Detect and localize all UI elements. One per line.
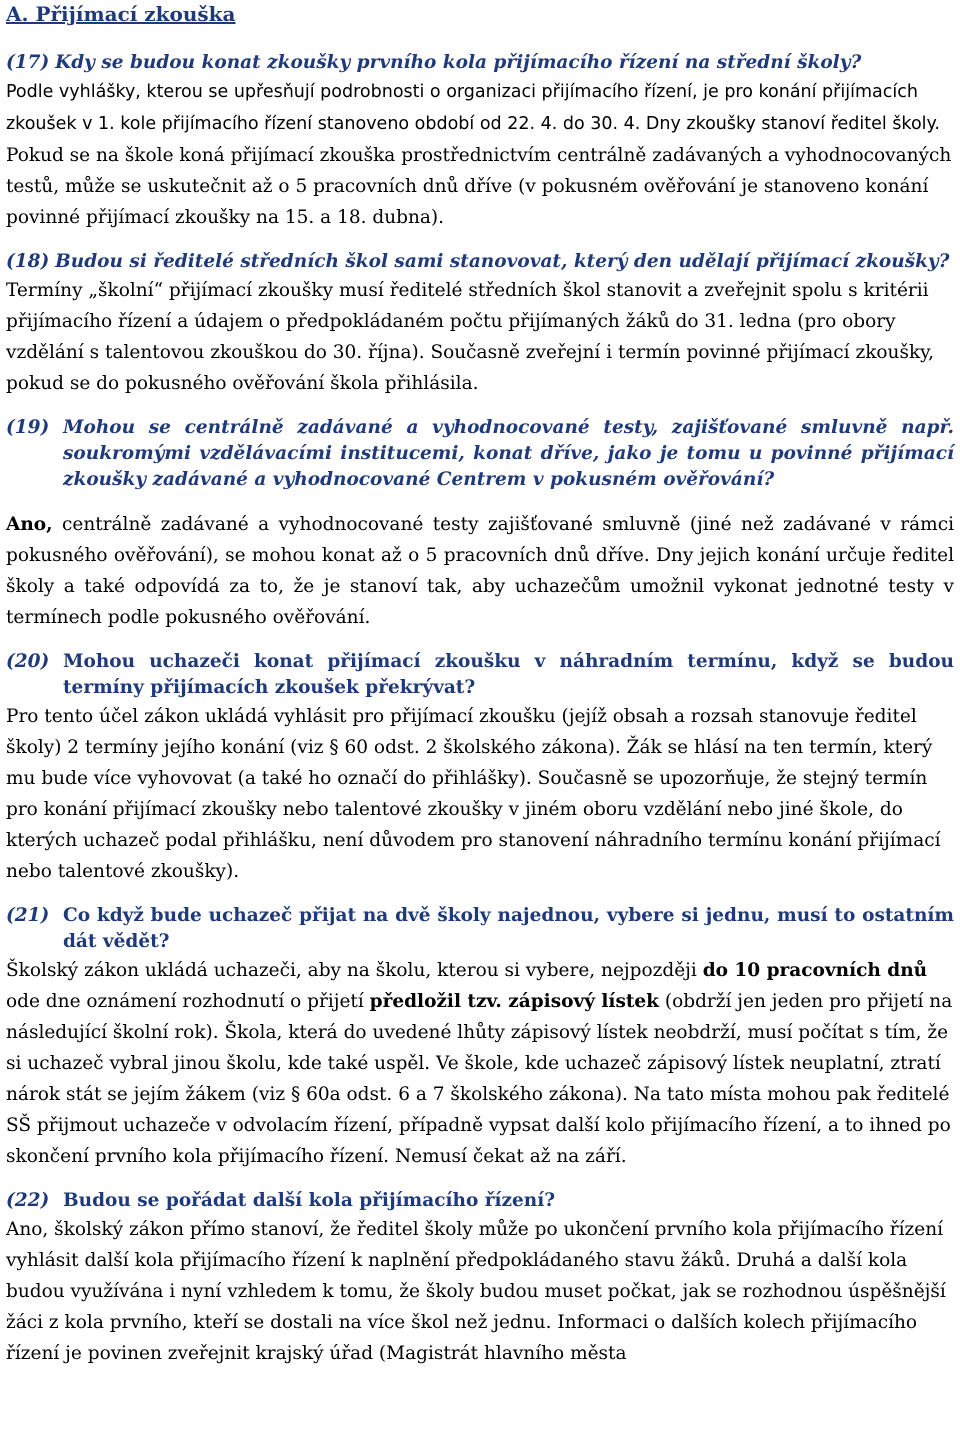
question-number: (17) bbox=[6, 52, 50, 73]
answer-17-part-1: Podle vyhlášky, kterou se upřesňují podrobnosti o organizaci přijímacího řízení, je pro konání přijímacích zkoušek v 1. kole přijímacího řízení stanoveno období od 22. 4. do 30. 4. Dny zkoušky stanoví ředitel školy. bbox=[6, 82, 940, 134]
question-text: Mohou uchazeči konat přijímací zkoušku v náhradním termínu, když se budou termíny přijímacích zkoušek překrývat? bbox=[63, 651, 954, 698]
question-number: (20) bbox=[6, 651, 50, 672]
question-22 bbox=[6, 1188, 954, 1214]
question-number: (19) bbox=[6, 417, 50, 438]
question-21 bbox=[6, 903, 954, 955]
question-number: (21) bbox=[6, 905, 50, 926]
answer-21-part-3: (obdrží jen jeden pro přijetí na následující školní rok). Škola, která do uvedené lhůty zápisový lístek neobdrží, musí počítat s tím, že si uchazeč vybral jinou školu, kde také uspěl. Ve škole, kde uchazeč zápisový lístek neuplatní, ztratí nárok stát se jejím žákem (viz § 60a odst. 6 a 7 školského zákona). Na tato místa mohou pak ředitelé SŠ přijmout uchazeče v odvolacím řízení, případně vypsat další kolo přijímacího řízení, a to ihned po skončení prvního kola přijímacího řízení. Nemusí čekat až na září. bbox=[6, 991, 953, 1167]
answer-18: Termíny „školní“ přijímací zkoušky musí ředitelé středních škol stanovit a zveřejnit spolu s kritérii přijímacího řízení a údajem o předpokládaném počtu přijímaných žáků do 31. ledna (pro obory vzdělání s talentovou zkouškou do 30. října). Současně zveřejní i termín povinné přijímací zkoušky, pokud se do pokusného ověřování škola přihlásila. bbox=[6, 280, 935, 394]
question-text: Co když bude uchazeč přijat na dvě školy najednou, vybere si jednu, musí to ostatním dát vědět? bbox=[63, 905, 954, 952]
answer-21 bbox=[6, 955, 954, 1172]
question-17 bbox=[6, 50, 954, 76]
question-text: Kdy se budou konat zkoušky prvního kola přijímacího řízení na střední školy? bbox=[55, 52, 862, 73]
answer-22: Ano, školský zákon přímo stanoví, že ředitel školy může po ukončení prvního kola přijímacího řízení vyhlásit další kola přijímacího řízení k naplnění předpokládaného stavu žáků. Druhá a další kola budou využívána i nyní vzhledem k tomu, že školy budou muset počkat, jak se rozhodnou úspěšnější žáci z kola prvního, kteří se dostali na více škol než jednu. Informaci o dalších kolech přijímacího řízení je povinen zveřejnit krajský úřad (Magistrát hlavního města bbox=[6, 1219, 946, 1364]
question-text: Budou si ředitelé středních škol sami stanovovat, který den udělají přijímací zkoušky? bbox=[55, 251, 950, 272]
answer-20: Pro tento účel zákon ukládá vyhlásit pro přijímací zkoušku (jejíž obsah a rozsah stanovuje ředitel školy) 2 termíny jejího konání (viz § 60 odst. 2 školského zákona). Žák se hlásí na ten termín, který mu bude více vyhovovat (a také ho označí do přihlášky). Současně se upozorňuje, že stejný termín pro konání přijímací zkoušky nebo talentové zkoušky v jiném oboru vzdělání nebo jiné škole, do kterých uchazeč podal přihlášku, není důvodem pro stanovení náhradního termínu konání přijímací nebo talentové zkoušky). bbox=[6, 706, 941, 882]
answer-19 bbox=[6, 509, 954, 633]
question-text: Mohou se centrálně zadávané a vyhodnocované testy, zajišťované smluvně např. soukromými vzdělávacími institucemi, konat dříve, jako je tomu u povinné přijímací zkoušky zadávané a vyhodnocované Centrem v pokusném ověřování? bbox=[63, 417, 954, 490]
answer-19-bold: Ano, bbox=[6, 514, 53, 535]
answer-21-part-2: ode dne oznámení rozhodnutí o přijetí bbox=[6, 991, 370, 1012]
answer-21-part-1: Školský zákon ukládá uchazeči, aby na školu, kterou si vybere, nejpozději bbox=[6, 960, 703, 981]
answer-17 bbox=[6, 76, 954, 233]
answer-21-bold-2: předložil tzv. zápisový lístek bbox=[369, 991, 659, 1012]
question-20 bbox=[6, 649, 954, 701]
section-heading: A. Přijímací zkouška bbox=[6, 2, 236, 26]
answer-17-part-2: Pokud se na škole koná přijímací zkouška prostřednictvím centrálně zadávaných a vyhodnocovaných testů, může se uskutečnit až o 5 pracovních dnů dříve (v pokusném ověřování je stanoveno konání povinné přijímací zkoušky na 15. a 18. dubna). bbox=[6, 145, 952, 228]
answer-19-text: centrálně zadávané a vyhodnocované testy zajišťované smluvně (jiné než zadávané v rámci pokusného ověřování), se mohou konat až o 5 pracovních dnů dříve. Dny jejich konání určuje ředitel školy a také odpovídá za to, že je stanoví tak, aby uchazečům umožnil vykonat jednotné testy v termínech podle pokusného ověřování. bbox=[6, 514, 954, 628]
question-text: Budou se pořádat další kola přijímacího řízení? bbox=[63, 1190, 556, 1211]
question-18 bbox=[6, 249, 954, 275]
answer-21-bold-1: do 10 pracovních dnů bbox=[702, 960, 928, 981]
question-19 bbox=[6, 415, 954, 493]
question-number: (18) bbox=[6, 251, 50, 272]
question-number: (22) bbox=[6, 1190, 50, 1211]
